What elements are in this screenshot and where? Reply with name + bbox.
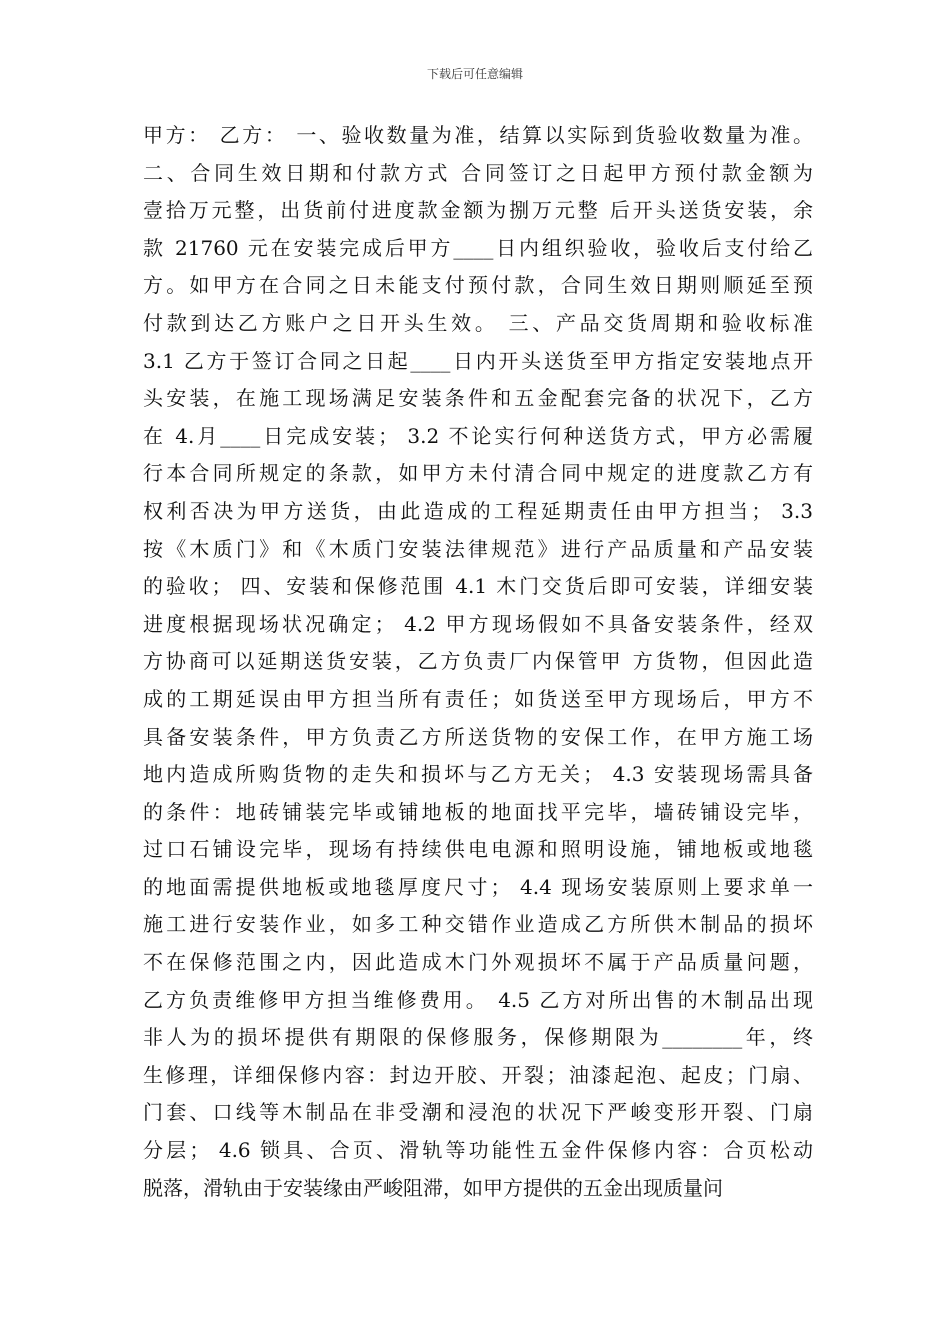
page-header: 下载后可任意编辑 [426,67,523,81]
text-line: 按《木质门》和《木质门安装法律规范》进行产品质量和产品安装 [143,536,813,561]
text-line: 二、合同生效日期和付款方式 合同签订之日起甲方预付款金额为 [143,160,813,185]
text-line: 乙方负责维修甲方担当维修费用。 4.5 乙方对所出售的木制品出现 [143,987,813,1012]
text-line: 的地面需提供地板或地毯厚度尺寸； 4.4 现场安装原则上要求单一 [143,874,813,899]
text-line: 权利否决为甲方送货，由此造成的工程延期责任由甲方担当； 3.3 [143,498,813,523]
text-line: 具备安装条件，甲方负责乙方所送货物的安保工作，在甲方施工场 [143,724,813,749]
text-line: 成的工期延误由甲方担当所有责任；如货送至甲方现场后，甲方不 [143,686,813,711]
text-line: 非人为的损坏提供有期限的保修服务，保修期限为________年，终 [143,1025,813,1050]
text-line: 门套、口线等木制品在非受潮和浸泡的状况下严峻变形开裂、门扇 [143,1100,813,1125]
text-line: 不在保修范围之内，因此造成木门外观损坏不属于产品质量问题， [143,950,813,975]
text-line: 壹拾万元整，出货前付进度款金额为捌万元整 后开头送货安装，余 [143,198,813,223]
text-line: 施工进行安装作业，如多工种交错作业造成乙方所供木制品的损坏 [143,912,813,937]
text-line: 过口石铺设完毕，现场有持续供电电源和照明设施，铺地板或地毯 [143,837,813,862]
text-line: 在 4.月____日完成安装； 3.2 不论实行何种送货方式，甲方必需履 [143,423,813,448]
text-line: 脱落，滑轨由于安装缘由严峻阻滞，如甲方提供的五金出现质量问 [143,1175,723,1200]
text-line: 方协商可以延期送货安装，乙方负责厂内保管甲 方货物，但因此造 [143,649,813,674]
text-line: 付款到达乙方账户之日开头生效。 三、产品交货周期和验收标准 [143,310,813,335]
text-line: 地内造成所购货物的走失和损坏与乙方无关； 4.3 安装现场需具备 [143,762,813,787]
text-line: 生修理，详细保修内容：封边开胶、开裂；油漆起泡、起皮；门扇、 [143,1062,813,1087]
text-line: 方。如甲方在合同之日未能支付预付款，合同生效日期则顺延至预 [143,273,813,298]
text-line: 头安装，在施工现场满足安装条件和五金配套完备的状况下，乙方 [143,386,813,411]
contract-body [143,117,813,1207]
text-line: 的验收； 四、安装和保修范围 4.1 木门交货后即可安装，详细安装 [143,574,813,599]
text-line: 款 21760 元在安装完成后甲方____日内组织验收，验收后支付给乙 [143,235,813,260]
text-line: 进度根据现场状况确定； 4.2 甲方现场假如不具备安装条件，经双 [143,611,813,636]
text-line: 3.1 乙方于签订合同之日起____日内开头送货至甲方指定安装地点开 [143,348,813,373]
text-line: 分层； 4.6 锁具、合页、滑轨等功能性五金件保修内容：合页松动 [143,1138,813,1163]
text-line: 甲方： 乙方： 一、验收数量为准，结算以实际到货验收数量为准。 [143,123,813,147]
text-line: 行本合同所规定的条款，如甲方未付清合同中规定的进度款乙方有 [143,461,813,486]
text-line: 的条件：地砖铺装完毕或铺地板的地面找平完毕，墙砖铺设完毕， [143,799,813,824]
